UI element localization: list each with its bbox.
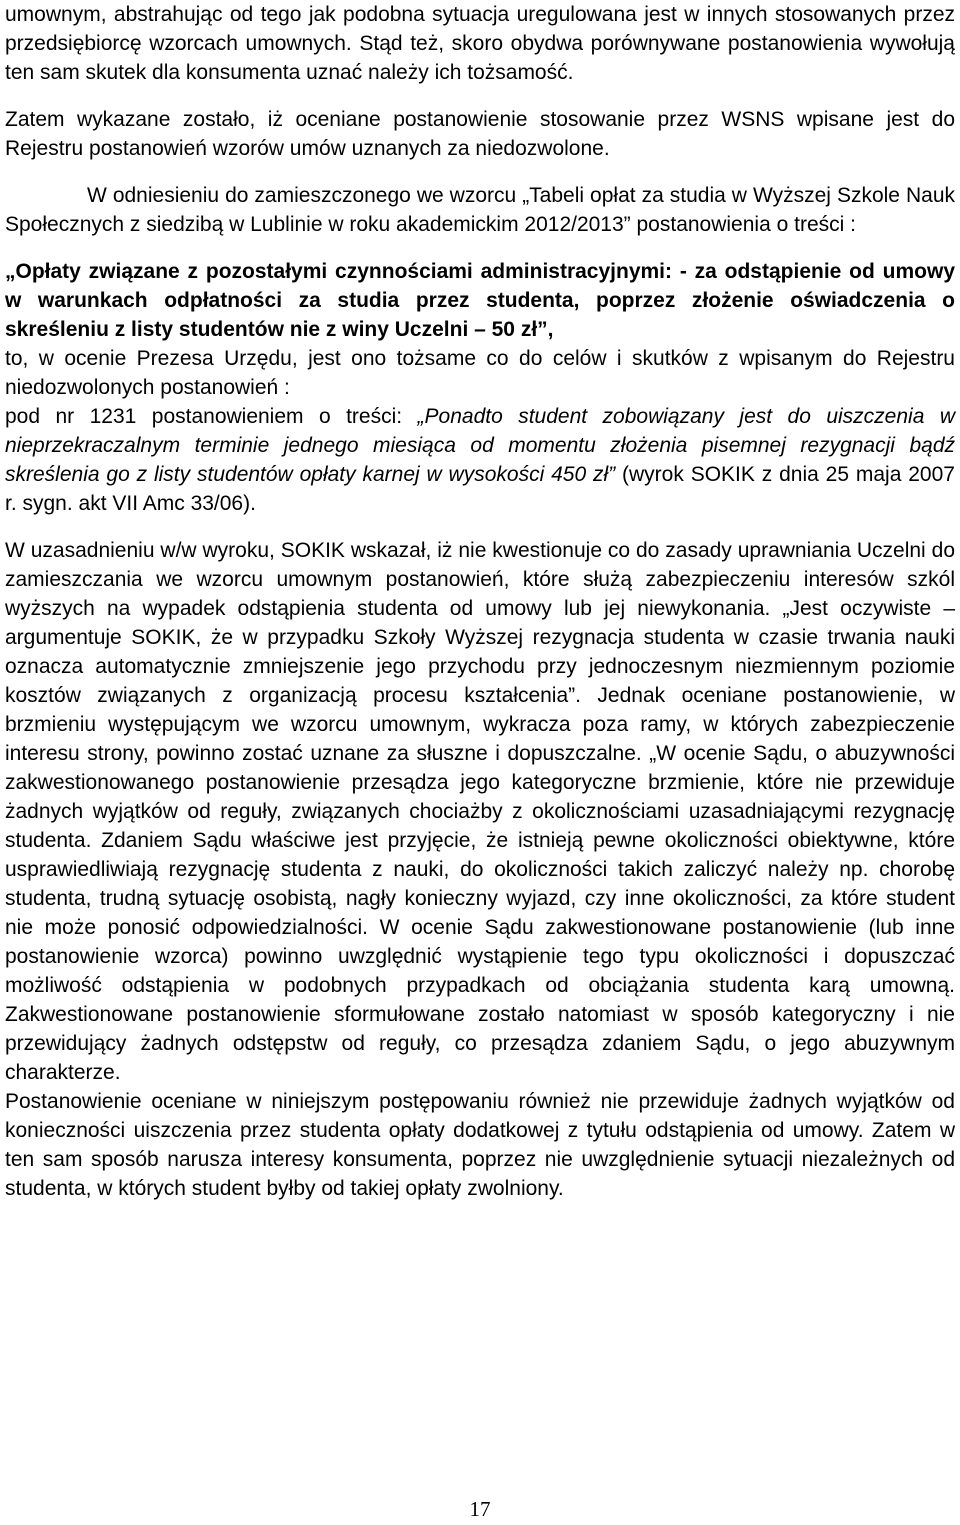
page-number: 17 xyxy=(469,1497,491,1521)
clause-ref-prefix: pod nr 1231 postanowieniem o treści: xyxy=(5,405,418,428)
paragraph-fee-table-intro: W odniesieniu do zamieszczonego we wzorcu „Tabeli opłat za studia w Wyższej Szkole Nauk Społecznych z siedzibą w Lublinie w roku akademickim 2012/2013” postanowienia o treści : xyxy=(5,184,955,236)
paragraph-continuation: umownym, abstrahując od tego jak podobna sytuacja uregulowana jest w innych stosowanych przez przedsiębiorcę wzorcach umownych. Stąd też, skoro obydwa porównywane postanowienia wywołują ten sam skutek dla konsumenta uznać należy ich tożsamość. xyxy=(5,3,955,84)
clause-registry-reference xyxy=(5,402,955,518)
paragraph-conclusion: Zatem wykazane zostało, iż oceniane postanowienie stosowanie przez WSNS wpisane jest do Rejestru postanowień wzorów umów uznanych za niedozwolone. xyxy=(5,108,955,160)
clause-block xyxy=(5,257,955,518)
clause-assessment: to, w ocenie Prezesa Urzędu, jest ono tożsame co do celów i skutków z wpisanym do Rejestru niedozwolonych postanowień : xyxy=(5,347,955,399)
paragraph-final-assessment: Postanowienie oceniane w niniejszym postępowaniu również nie przewiduje żadnych wyjątków od konieczności uiszczenia przez studenta opłaty dodatkowej z tytułu odstąpienia od umowy. Zatem w ten sam sposób narusza interesy konsumenta, poprzez nie uwzględnienie sytuacji niezależnych od studenta, w których student byłby od takiej opłaty zwolniony. xyxy=(5,1090,955,1200)
clause-ref-quote: „Ponadto student zobowiązany jest do uiszczenia w nieprzekraczalnym terminie jednego miesiąca od momentu złożenia pisemnej rezygnacji bądź skreślenia go z listy studentów opłaty karnej w wysokości 450 zł” xyxy=(5,405,955,486)
paragraph-court-justification: W uzasadnieniu w/w wyroku, SOKIK wskazał, iż nie kwestionuje co do zasady uprawniania Uczelni do zamieszczania we wzorcu umownym postanowień, które służą zabezpieczeniu interesów szkól wyższych na wypadek odstąpienia studenta od umowy lub jej niewykonania. „Jest oczywiste – argumentuje SOKIK, że w przypadku Szkoły Wyższej rezygnacja studenta w czasie trwania nauki oznacza automatycznie zmniejszenie jego przychodu przy jednoczesnym niezmiennym poziomie kosztów związanych z organizacją procesu kształcenia”. Jednak oceniane postanowienie, w brzmieniu występującym we wzorcu umownym, wykracza poza ramy, w których zabezpieczenie interesu strony, powinno zostać uznane za słuszne i dopuszczalne. „W ocenie Sądu, o abuzywności zakwestionowanego postanowienie przesądza jego kategoryczne brzmienie, które nie przewiduje żadnych wyjątków od reguły, związanych chociażby z okolicznościami uzasadniającymi rezygnację studenta. Zdaniem Sądu właściwe jest przyjęcie, że istnieją pewne okoliczności obiektywne, które usprawiedliwiają rezygnację studenta z nauki, do okoliczności takich zaliczyć należy np. chorobę studenta, trudną sytuację osobistą, nagły konieczny wyjazd, czy inne okoliczności, za które student nie może ponosić odpowiedzialności. W ocenie Sądu zakwestionowane postanowienie (lub inne postanowienie wzorca) powinno uwzględnić wystąpienie tego typu okoliczności i dopuszczać możliwość odstąpienia w podobnych przypadkach od obciążania studenta karą umowną. Zakwestionowane postanowienie sformułowane zostało natomiast w sposób kategoryczny i nie przewidujący żadnych odstępstw od reguły, co przesądza zdaniem Sądu, o jego abuzywnym charakterze. xyxy=(5,539,955,1084)
clause-quote: „Opłaty związane z pozostałymi czynnościami administracyjnymi: - za odstąpienie od umowy w warunkach odpłatności za studia przez studenta, poprzez złożenie oświadczenia o skreśleniu z listy studentów nie z winy Uczelni – 50 zł”, xyxy=(5,260,955,341)
clause-ref-citation: (wyrok SOKIK z dnia 25 maja 2007 r. sygn. akt VII Amc 33/06). xyxy=(5,463,955,515)
document-page xyxy=(5,0,955,1203)
